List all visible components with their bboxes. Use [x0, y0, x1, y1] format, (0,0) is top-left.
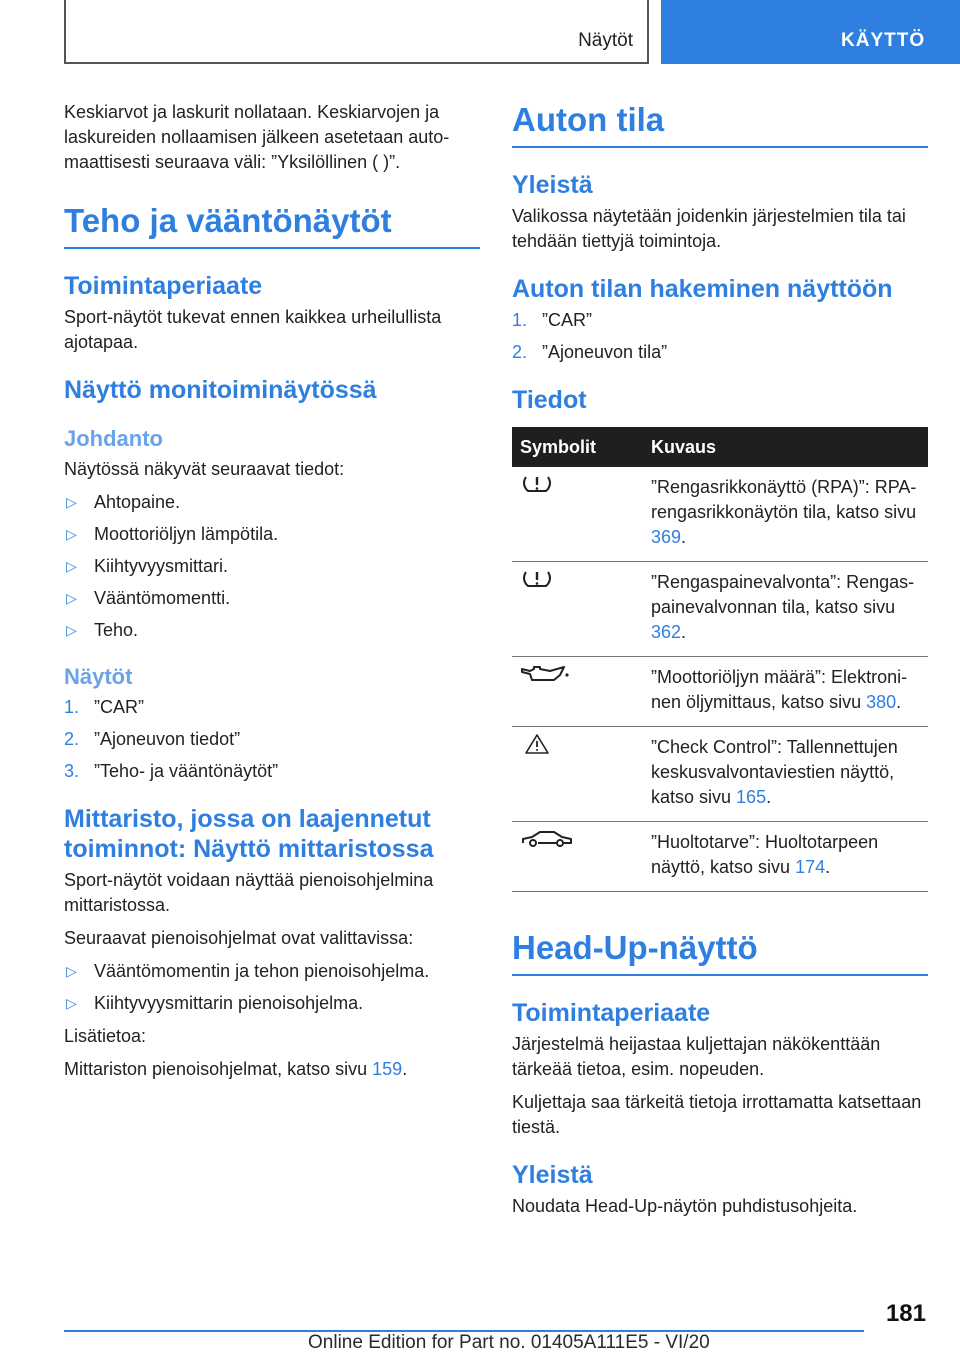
heading-vehicle-status: Auton tila	[512, 100, 928, 148]
introduction-paragraph: Näytössä näkyvät seuraavat tiedot:	[64, 459, 345, 479]
heading-hud-principle: Toimintaperiaate	[512, 999, 711, 1027]
symbol-cell	[512, 727, 643, 822]
triangle-bullet-icon: ▷	[66, 590, 77, 606]
column-header-description: Kuvaus	[643, 427, 928, 467]
symbol-cell	[512, 822, 643, 892]
table-row	[512, 562, 928, 657]
symbols-table	[512, 427, 928, 892]
heading-general: Yleistä	[512, 171, 593, 199]
heading-data: Tiedot	[512, 386, 587, 414]
more-info-label: Lisätietoa:	[64, 1026, 147, 1046]
page-link-174[interactable]: 174	[795, 857, 826, 877]
heading-multi-display: Näyttö monitoiminäytössä	[64, 376, 377, 404]
list-item: ▷ Kiihtyvyysmittari.	[64, 554, 480, 579]
symbol-cell	[512, 467, 643, 562]
heading-hud-general: Yleistä	[512, 1161, 593, 1189]
oil-can-icon	[520, 663, 572, 685]
page-link-159[interactable]: 159	[372, 1059, 403, 1079]
displays-steps	[64, 695, 480, 784]
more-info-paragraph: Mittariston pienoisohjelmat, katso sivu 159.	[64, 1059, 408, 1079]
hud-paragraph-2: Kuljettaja saa tärkeitä tietoja irrottamatta katsettaan tiestä.	[512, 1092, 922, 1137]
tire-pressure-warning-icon	[520, 473, 554, 495]
page-link-380[interactable]: 380	[866, 692, 897, 712]
list-item: 2. ”Ajoneuvon tila”	[512, 342, 668, 362]
page-link-362[interactable]: 362	[651, 622, 682, 642]
list-item: ▷ Vääntömomentin ja tehon pienoisohjelma.	[64, 959, 480, 984]
triangle-bullet-icon: ▷	[66, 995, 77, 1011]
heading-fetch-status: Auton tilan hakeminen näyttöön	[512, 275, 893, 303]
list-item: ▷ Teho.	[64, 618, 480, 643]
principle-paragraph: Sport-näytöt tukevat ennen kaikkea urheilullista ajotapaa.	[64, 307, 442, 352]
page-link-369[interactable]: 369	[651, 527, 682, 547]
description-cell: ”Rengasrikkonäyttö (RPA)”: RPA-rengasrikkonäytön tila, katso sivu 369.	[643, 467, 928, 562]
header-chapter-tab	[661, 0, 960, 64]
list-item: 3. ”Teho- ja vääntönäytöt”	[64, 761, 279, 781]
page-link-165[interactable]: 165	[736, 787, 767, 807]
intro-paragraph: Keskiarvot ja laskurit nollataan. Keskiarvojen ja laskureiden nollaamisen jälkeen asetetaan automaattisesti seuraava väli: ”Yksilöllinen ( )”.	[64, 102, 450, 172]
right-column	[512, 100, 928, 1227]
symbol-cell	[512, 562, 643, 657]
description-cell: ”Huoltotarve”: Huoltotarpeen näyttö, katso sivu 174.	[643, 822, 928, 892]
list-item: ▷ Kiihtyvyysmittarin pienoisohjelma.	[64, 991, 480, 1016]
cluster-paragraph-2: Seuraavat pienoisohjelmat ovat valittavissa:	[64, 928, 414, 948]
footer-edition: Online Edition for Part no. 01405A111E5 - VI/20	[308, 1332, 710, 1353]
heading-displays: Näytöt	[64, 664, 133, 689]
description-cell: ”Rengaspainevalvonta”: Rengaspainevalvonnan tila, katso sivu 362.	[643, 562, 928, 657]
table-row	[512, 657, 928, 727]
heading-instrument-cluster: Mittaristo, jossa on laajennetut toiminnot: Näyttö mittaristossa	[64, 805, 434, 863]
info-list	[64, 490, 480, 643]
triangle-bullet-icon: ▷	[66, 622, 77, 638]
service-car-icon	[520, 828, 574, 850]
triangle-bullet-icon: ▷	[66, 963, 77, 979]
widget-list	[64, 959, 480, 1016]
list-item: ▷ Vääntömomentti.	[64, 586, 480, 611]
hud-paragraph-1: Järjestelmä heijastaa kuljettajan näkökenttään tärkeää tietoa, esim. nopeuden.	[512, 1034, 881, 1079]
header-chapter-label: KÄYTTÖ	[841, 30, 926, 51]
heading-head-up-display: Head-Up-näyttö	[512, 928, 928, 976]
table-row	[512, 467, 928, 562]
cluster-paragraph-1: Sport-näytöt voidaan näyttää pienoisohjelmina mittaristossa.	[64, 870, 434, 915]
list-item: ▷ Ahtopaine.	[64, 490, 480, 515]
triangle-bullet-icon: ▷	[66, 526, 77, 542]
column-header-symbols: Symbolit	[512, 427, 643, 467]
general-paragraph: Valikossa näytetään joidenkin järjestelmien tila tai tehdään tiettyjä toimintoja.	[512, 206, 906, 251]
tire-pressure-monitor-icon	[520, 568, 554, 590]
warning-triangle-icon	[520, 733, 554, 755]
page-number: 181	[885, 1300, 926, 1327]
list-item: 1. ”CAR”	[512, 310, 592, 330]
symbol-cell	[512, 657, 643, 727]
table-row	[512, 727, 928, 822]
fetch-steps	[512, 308, 928, 365]
heading-introduction: Johdanto	[64, 426, 163, 451]
triangle-bullet-icon: ▷	[66, 558, 77, 574]
table-header-row	[512, 427, 928, 467]
list-item: ▷ Moottoriöljyn lämpötila.	[64, 522, 480, 547]
heading-power-torque: Teho ja vääntönäytöt	[64, 201, 480, 249]
table-row	[512, 822, 928, 892]
description-cell: ”Moottoriöljyn määrä”: Elektroninen öljymittaus, katso sivu 380.	[643, 657, 928, 727]
triangle-bullet-icon: ▷	[66, 494, 77, 510]
header-section-label: Näytöt	[578, 30, 633, 51]
hud-general-paragraph: Noudata Head-Up-näytön puhdistusohjeita.	[512, 1196, 858, 1216]
heading-principle: Toimintaperiaate	[64, 272, 263, 300]
header-section-box	[64, 0, 649, 64]
list-item: 1. ”CAR”	[64, 697, 144, 717]
description-cell: ”Check Control”: Tallennettujen keskusvalvontaviestien näyttö, katso sivu 165.	[643, 727, 928, 822]
left-column	[64, 100, 480, 1090]
list-item: 2. ”Ajoneuvon tiedot”	[64, 729, 241, 749]
